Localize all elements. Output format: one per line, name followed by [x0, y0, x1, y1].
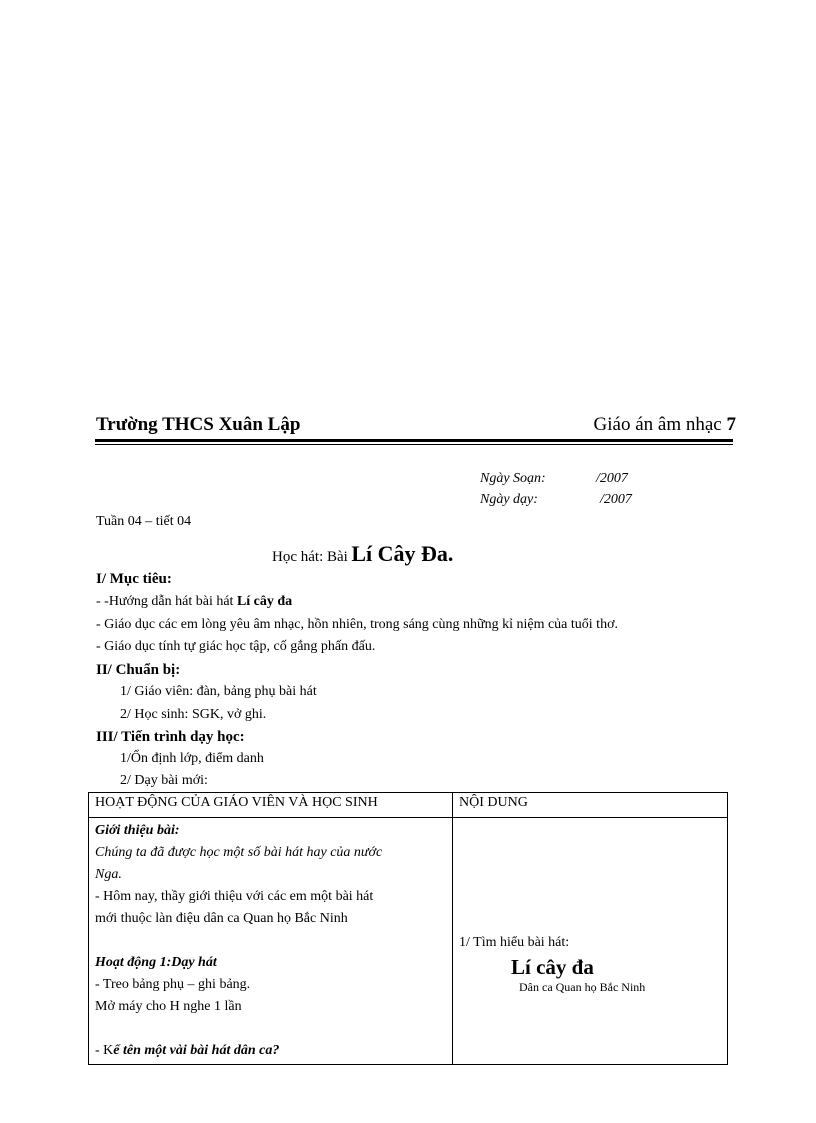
activity-1-heading: Hoạt động 1:Dạy hát [95, 955, 217, 970]
subject-label: Giáo án âm nhạc [593, 414, 722, 435]
preparation-student: 2/ Học sinh: SGK, vở ghi. [120, 707, 267, 722]
prepared-date-value: /2007 [596, 471, 628, 486]
procedure-step-2: 2/ Dạy bài mới: [120, 773, 208, 788]
content-song-title: Lí cây đa [511, 955, 594, 979]
table-row [89, 818, 728, 1065]
content-column-header: NỘI DUNG [453, 793, 728, 818]
taught-date-value: /2007 [600, 492, 632, 507]
procedure-step-1: 1/Ổn định lớp, điểm danh [120, 751, 264, 766]
procedure-heading: III/ Tiến trình dạy học: [96, 729, 245, 745]
activity-1-question [95, 1040, 446, 1062]
question-text: ể tên một vài bài hát dân ca? [113, 1043, 280, 1058]
table-header-row [89, 793, 728, 818]
objective-1-song: Lí cây đa [236, 594, 293, 609]
intro-line-4: mới thuộc làn điệu dân ca Quan họ Bắc Ninh [95, 911, 348, 926]
intro-line-3: - Hôm nay, thầy giới thiệu với các em một bài hát [95, 889, 374, 904]
prepared-date-label: Ngày Soạn: [480, 471, 546, 486]
activity-1-line-2: Mở máy cho H nghe 1 lần [95, 999, 242, 1014]
preparation-teacher: 1/ Giáo viên: đàn, bảng phụ bài hát [120, 684, 317, 699]
header-rule-thin [95, 444, 733, 445]
content-heading: 1/ Tìm hiểu bài hát: [459, 935, 570, 950]
spacer [95, 930, 446, 952]
grade-number: 7 [726, 414, 736, 435]
question-prefix: - K [95, 1043, 114, 1058]
lesson-title: Lí Cây Đa. [351, 541, 454, 566]
week-period: Tuần 04 – tiết 04 [96, 514, 192, 529]
lesson-heading [272, 541, 453, 567]
school-name: Trường THCS Xuân Lập [96, 414, 301, 435]
preparation-heading: II/ Chuẩn bị: [96, 662, 181, 678]
objective-item-3: - Giáo dục tính tự giác học tập, cố gắng phấn đấu. [96, 639, 376, 654]
lesson-plan-table [88, 792, 728, 1065]
intro-line-2: Nga. [95, 867, 122, 882]
taught-date-label: Ngày dạy: [480, 492, 538, 507]
objective-1-text: - -Hướng dẫn hát bài hát [96, 594, 237, 609]
lesson-prefix: Học hát: Bài [272, 549, 348, 565]
header-rule-thick [95, 439, 733, 442]
content-song-origin: Dân ca Quan họ Bắc Ninh [519, 980, 646, 994]
activity-column-header: HOẠT ĐỘNG CỦA GIÁO VIÊN VÀ HỌC SINH [89, 793, 453, 818]
content-cell [453, 818, 728, 1065]
objective-item-2: - Giáo dục các em lòng yêu âm nhạc, hồn nhiên, trong sáng cùng những kỉ niệm của tuổi thơ. [96, 617, 618, 632]
activity-cell [89, 818, 453, 1065]
spacer [95, 1018, 446, 1040]
objective-item-1 [96, 594, 292, 610]
intro-heading: Giới thiệu bài: [95, 823, 180, 838]
objectives-heading: I/ Mục tiêu: [96, 571, 172, 587]
activity-1-line-1: - Treo bảng phụ – ghi bảng. [95, 977, 251, 992]
intro-line-1: Chúng ta đã được học một số bài hát hay của nước [95, 845, 383, 860]
document-subject [594, 414, 736, 436]
